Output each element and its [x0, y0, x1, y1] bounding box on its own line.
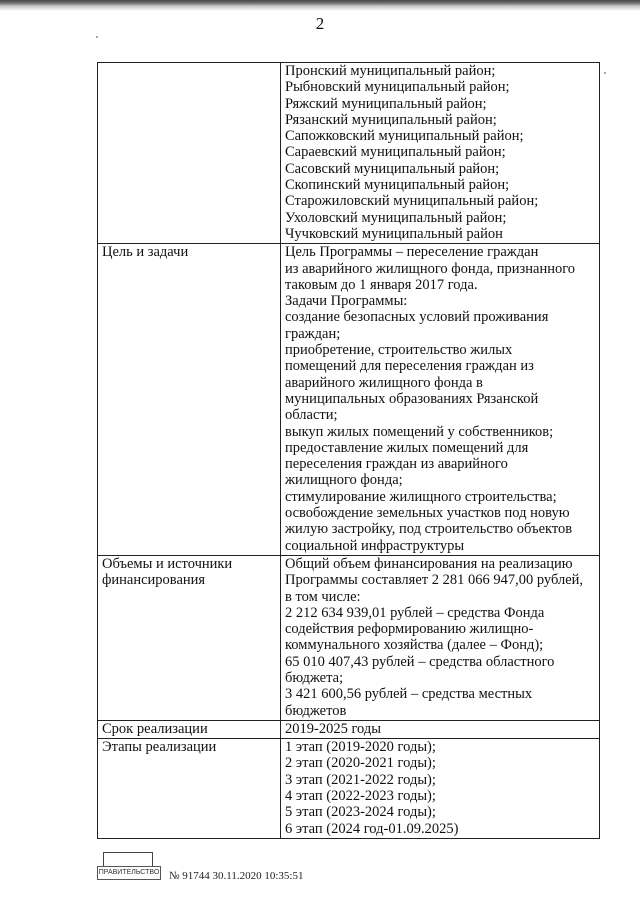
row-value-line: стимулирование жилищного строительства; [285, 488, 557, 505]
table-row [98, 739, 600, 839]
row-value-line: Пронский муниципальный район; [285, 63, 496, 79]
scan-speck [96, 36, 98, 38]
row-value-line: освобождение земельных участков под новую [285, 505, 570, 522]
row-value-line: приобретение, строительство жилых [285, 342, 513, 359]
row-value-line: жилую застройку, под строительство объектов [285, 521, 573, 538]
row-value-line: выкуп жилых помещений у собственников; [285, 423, 554, 440]
stamp-building-icon [103, 852, 153, 867]
table-row [98, 63, 600, 244]
row-value-line: бюджетов [285, 702, 347, 719]
row-value-line: 6 этап (2024 год-01.09.2025) [285, 820, 459, 837]
row-value-line: Сасовский муниципальный район; [285, 160, 500, 177]
row-value-line: граждан; [285, 325, 341, 342]
row-value-line: 1 этап (2019-2020 годы); [285, 739, 436, 756]
row-value-line: создание безопасных условий проживания [285, 309, 549, 326]
row-value-cell [281, 63, 600, 244]
table-row [98, 720, 600, 738]
row-value-line: социальной инфраструктуры [285, 537, 465, 554]
row-value-line: жилищного фонда; [285, 472, 403, 489]
row-value-line: содействия реформированию жилищно- [285, 621, 534, 638]
row-label-line: Цель и задачи [102, 244, 189, 261]
row-value-line: 2 этап (2020-2021 годы); [285, 755, 436, 772]
row-value-line: Сапожковский муниципальный район; [285, 128, 524, 145]
row-value-cell [281, 739, 600, 839]
row-label-cell [98, 555, 281, 720]
row-value-line: таковым до 1 января 2017 года. [285, 276, 478, 293]
table-body [98, 63, 600, 839]
row-value-cell [281, 555, 600, 720]
document-footer [97, 852, 397, 884]
table-row [98, 555, 600, 720]
row-value-line: помещений для переселения граждан из [285, 358, 534, 375]
row-value-line: предоставление жилых помещений для [285, 439, 529, 456]
government-stamp [97, 852, 159, 878]
row-value-line: 2 212 634 939,01 рублей – средства Фонда [285, 604, 545, 621]
row-value-line: 2019-2025 годы [285, 720, 381, 737]
row-value-line: из аварийного жилищного фонда, признанного [285, 260, 576, 277]
row-value-line: Рыбновский муниципальный район; [285, 79, 510, 96]
row-value-line: в том числе: [285, 588, 361, 605]
row-value-line: Сараевский муниципальный район; [285, 144, 506, 161]
row-value-line: Ухоловский муниципальный район; [285, 209, 507, 226]
row-value-line: коммунального хозяйства (далее – Фонд); [285, 637, 544, 654]
row-value-line: области; [285, 407, 338, 424]
row-value-line: Старожиловский муниципальный район; [285, 193, 539, 210]
row-value-line: 3 421 600,56 рублей – средства местных [285, 686, 533, 703]
row-value-line: 65 010 407,43 рублей – средства областного [285, 653, 555, 670]
row-value-line: Рязанский муниципальный район; [285, 111, 497, 128]
registration-mark: № 91744 30.11.2020 10:35:51 [169, 870, 304, 882]
row-value-cell [281, 244, 600, 556]
row-value-line: Чучковский муниципальный район [285, 225, 503, 242]
row-value-line: переселения граждан из аварийного [285, 456, 508, 473]
row-value-line: аварийного жилищного фонда в [285, 374, 483, 391]
row-value-line: муниципальных образованиях Рязанской [285, 390, 539, 407]
row-value-line: Скопинский муниципальный район; [285, 177, 510, 194]
page-number: 2 [315, 14, 325, 33]
row-label-line: финансирования [102, 572, 206, 589]
row-label-line: Этапы реализации [102, 739, 217, 756]
row-label-line: Срок реализации [102, 720, 208, 737]
row-value-line: Ряжский муниципальный район; [285, 95, 487, 112]
row-value-line: 3 этап (2021-2022 годы); [285, 771, 436, 788]
row-value-line: Цель Программы – переселение граждан [285, 244, 539, 261]
program-passport-table [97, 62, 600, 839]
table-row [98, 244, 600, 556]
scan-speck [604, 72, 606, 74]
row-label-cell [98, 63, 281, 244]
row-value-line: 5 этап (2023-2024 годы); [285, 804, 436, 821]
stamp-text: ПРАВИТЕЛЬСТВО [97, 866, 161, 880]
row-value-line: бюджета; [285, 669, 344, 686]
row-label-line: Объемы и источники [102, 555, 233, 572]
row-label-cell [98, 244, 281, 556]
row-value-line: Задачи Программы: [285, 293, 408, 310]
row-value-line: 4 этап (2022-2023 годы); [285, 788, 436, 805]
row-value-line: Общий объем финансирования на реализацию [285, 555, 573, 572]
row-label-cell [98, 739, 281, 839]
row-value-cell [281, 720, 600, 738]
row-value-line: Программы составляет 2 281 066 947,00 рублей, [285, 572, 584, 589]
row-label-cell [98, 720, 281, 738]
scan-top-edge [0, 0, 640, 12]
